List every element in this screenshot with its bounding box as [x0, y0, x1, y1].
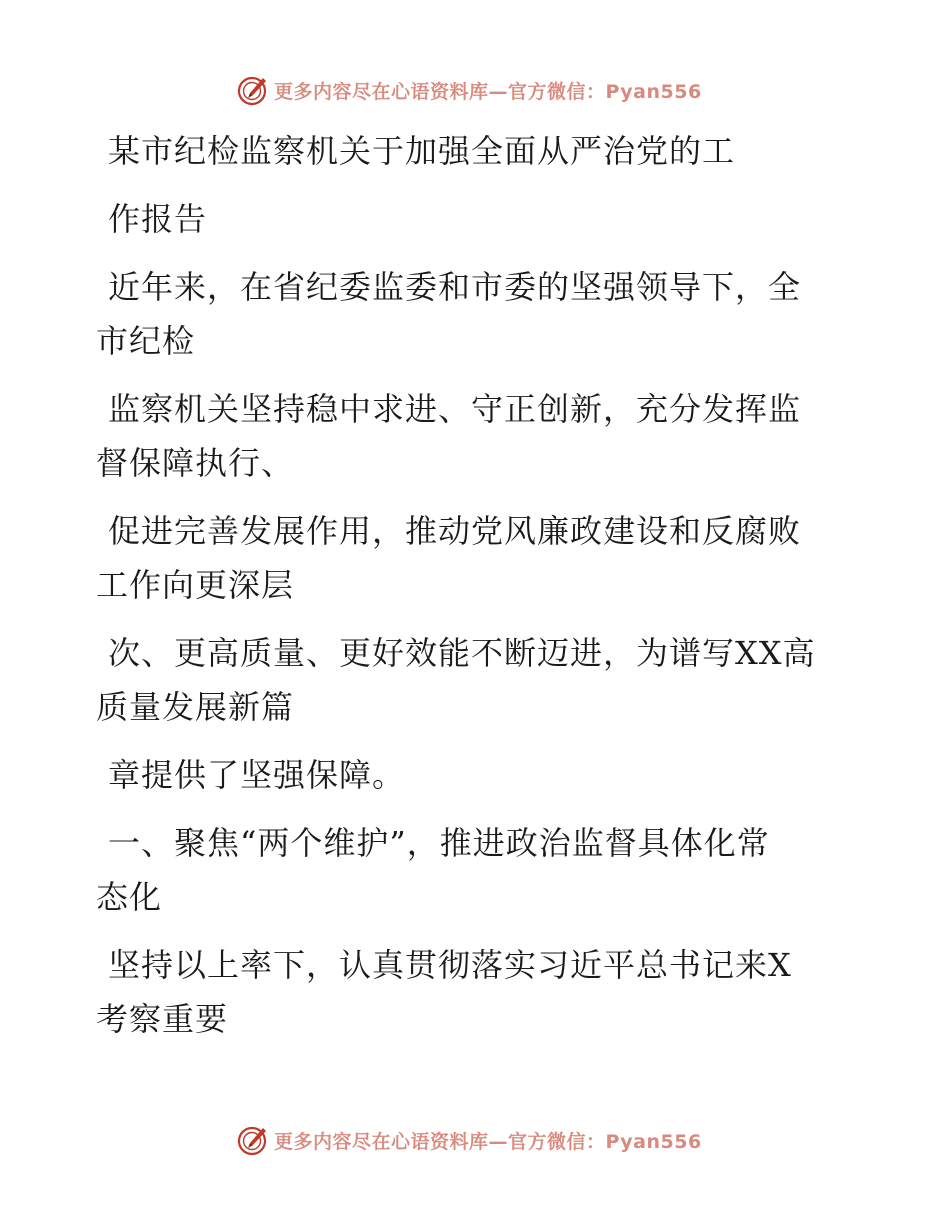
- header-watermark-banner: [236, 72, 702, 108]
- doc-paragraph-line: 章提供了坚强保障。: [108, 756, 406, 794]
- footer-watermark-banner: [236, 1122, 702, 1158]
- pen-logo-icon: [236, 1123, 270, 1157]
- doc-paragraph-line: 考察重要: [96, 1000, 229, 1038]
- doc-paragraph-line: 督保障执行、: [96, 444, 295, 482]
- doc-paragraph-line: 市纪检: [96, 322, 196, 360]
- doc-paragraph-line: 近年来，在省纪委监委和市委的坚强领导下，全: [108, 268, 802, 306]
- doc-paragraph-line: 监察机关坚持稳中求进、守正创新，充分发挥监: [108, 390, 802, 428]
- pen-logo-icon: [236, 73, 270, 107]
- doc-title-line-1: 某市纪检监察机关于加强全面从严治党的工: [108, 132, 736, 170]
- document-body: [96, 124, 856, 1046]
- doc-section-heading: 一、聚焦“两个维护”，推进政治监督具体化常: [108, 824, 770, 862]
- doc-paragraph-line: 坚持以上率下，认真贯彻落实习近平总书记来X: [108, 946, 792, 984]
- doc-paragraph-line: 质量发展新篇: [96, 688, 295, 726]
- doc-section-heading-cont: 态化: [96, 878, 163, 916]
- doc-paragraph-line: 促进完善发展作用，推动党风廉政建设和反腐败: [108, 512, 802, 550]
- doc-title-line-2: 作报告: [108, 200, 208, 238]
- doc-paragraph-line: 工作向更深层: [96, 566, 295, 604]
- doc-paragraph-line: 次、更高质量、更好效能不断迈进，为谱写XX高: [108, 634, 816, 672]
- watermark-text: 更多内容尽在心语资料库—官方微信：Pyan556: [274, 80, 702, 103]
- watermark-text: 更多内容尽在心语资料库—官方微信：Pyan556: [274, 1130, 702, 1153]
